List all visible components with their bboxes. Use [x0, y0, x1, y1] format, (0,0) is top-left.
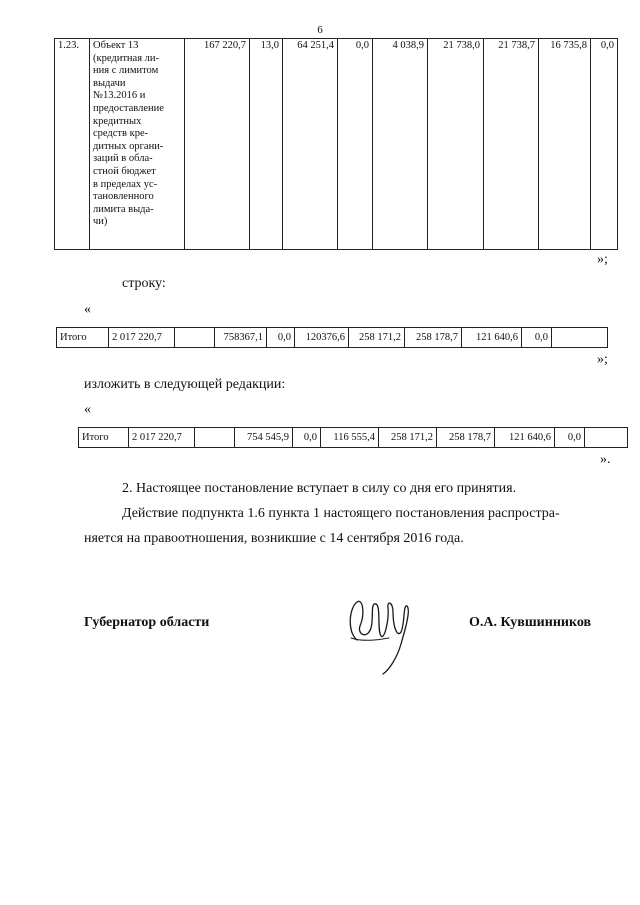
total-table-new [78, 427, 628, 448]
table-row [79, 428, 628, 448]
table-cell [195, 428, 235, 448]
table-cell: 21 738,7 [484, 39, 539, 250]
table-row [55, 39, 618, 250]
table-cell [552, 328, 608, 348]
table-cell: 258 178,7 [437, 428, 495, 448]
paragraph-applicability-line2: няется на правоотношения, возникшие с 14 сентября 2016 года. [84, 531, 464, 546]
table-cell: 258 171,2 [349, 328, 405, 348]
table-cell: 16 735,8 [539, 39, 591, 250]
intro-line: изложить в следующей редакции: [84, 377, 286, 392]
table-cell: 0,0 [555, 428, 585, 448]
table-row [57, 328, 608, 348]
table-cell: 21 738,0 [428, 39, 484, 250]
closing-quote: »; [597, 352, 608, 367]
table-cell: Итого [57, 328, 109, 348]
paragraph-effective-date: 2. Настоящее постановление вступает в силу со дня его принятия. [122, 481, 517, 496]
table-cell: Итого [79, 428, 129, 448]
table-cell: 0,0 [267, 328, 295, 348]
opening-quote: « [84, 402, 91, 417]
table-cell: 121 640,6 [462, 328, 522, 348]
table-cell: 1.23. [55, 39, 90, 250]
signature-image [343, 596, 423, 678]
table-cell: 4 038,9 [373, 39, 428, 250]
table-cell: 64 251,4 [283, 39, 338, 250]
table-cell [175, 328, 215, 348]
governor-title: Губернатор области [84, 615, 210, 630]
table-cell: 2 017 220,7 [129, 428, 195, 448]
table-cell: 121 640,6 [495, 428, 555, 448]
table-cell: 754 545,9 [235, 428, 293, 448]
table-cell: 258 178,7 [405, 328, 462, 348]
table-cell-object-name: Объект 13 (кредитная ли- ния с лимитом выдачи №13.2016 и предоставление кредитных средств кре- дитных органи- заций в обла- стной бюджет в пределах ус- тановленного лимита выда- чи) [90, 39, 185, 250]
table-cell: 0,0 [293, 428, 321, 448]
table-cell: 0,0 [522, 328, 552, 348]
opening-quote: « [84, 302, 91, 317]
table-cell: 167 220,7 [185, 39, 250, 250]
table-cell: 258 171,2 [379, 428, 437, 448]
page-number: 6 [317, 24, 323, 36]
closing-quote: ». [600, 452, 611, 467]
table-cell: 758367,1 [215, 328, 267, 348]
budget-table-object-13 [54, 38, 618, 250]
governor-name: О.А. Кувшинников [469, 615, 592, 630]
paragraph-applicability-line1: Действие подпункта 1.6 пункта 1 настоящего постановления распростра- [122, 506, 560, 521]
table-cell: 116 555,4 [321, 428, 379, 448]
closing-quote: »; [597, 252, 608, 267]
table-cell: 13,0 [250, 39, 283, 250]
table-cell: 0,0 [338, 39, 373, 250]
table-cell [585, 428, 628, 448]
table-cell: 0,0 [591, 39, 618, 250]
table-cell: 2 017 220,7 [109, 328, 175, 348]
label-line: строку: [122, 276, 166, 291]
table-cell: 120376,6 [295, 328, 349, 348]
total-table-old [56, 327, 608, 348]
